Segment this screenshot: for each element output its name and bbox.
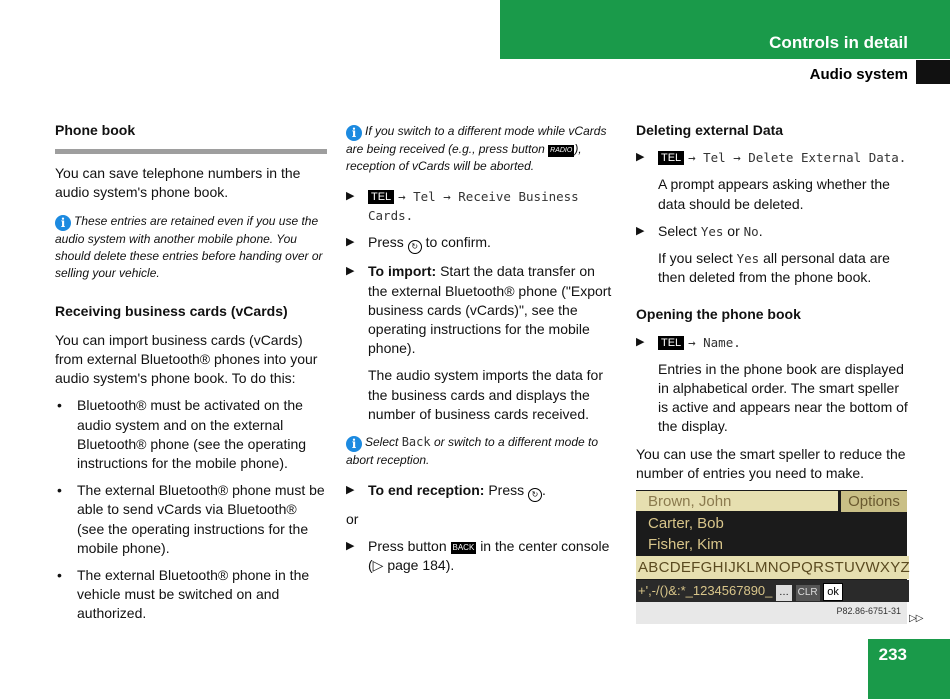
heading-vcards: Receiving business cards (vCards)	[55, 302, 288, 319]
option-yes: Yes	[700, 223, 724, 239]
step-arrow-icon: ▶	[346, 236, 355, 249]
selected-entry: Brown, John	[636, 491, 838, 511]
info-icon: i	[55, 215, 71, 231]
list-item	[55, 481, 327, 558]
menu-path: → Name.	[688, 334, 741, 350]
option-yes: Yes	[736, 251, 760, 267]
section-subtitle: Audio system	[809, 66, 908, 83]
continue-arrows-icon: ▷▷	[909, 613, 923, 624]
step: ▶ Select Yes or No.	[636, 222, 908, 241]
step-text: Press	[488, 482, 525, 499]
list-item-text: Bluetooth® must be activated on the audio system and on the external Bluetooth® phone (see the operating instructions for the mobile phone).	[77, 397, 307, 472]
column-middle	[346, 123, 618, 576]
step-label: To import:	[368, 263, 437, 280]
paragraph: Entries in the phone book are displayed in alphabetical order. The smart speller is active and appears near the bottom of the display.	[658, 360, 908, 435]
info-note	[55, 213, 327, 282]
options-button: Options	[841, 491, 907, 512]
smart-speller-letters: ABCDEFGHIJKLMNOPQRSTUVWXYZ	[636, 556, 909, 579]
info-icon: i	[346, 436, 362, 452]
page-number: 233	[878, 645, 907, 664]
list-item-text: The external Bluetooth® phone must be able to send vCards via Bluetooth® (see the operating instructions for the mobile phone).	[77, 482, 325, 556]
figure-caption-bar	[636, 602, 907, 624]
info-note-text: ), reception of vCards will be aborted.	[346, 142, 582, 173]
paragraph: The audio system imports the data for the business cards and displays the number of business cards received.	[368, 367, 603, 422]
step-arrow-icon: ▶	[636, 224, 645, 237]
step: ▶ To end reception: Press ↻ .	[346, 481, 618, 502]
paragraph-text: If you select	[658, 250, 733, 267]
step	[346, 537, 618, 575]
list-item	[55, 566, 327, 624]
paragraph: A prompt appears asking whether the data should be deleted.	[658, 176, 890, 212]
step	[636, 333, 908, 352]
step-arrow-icon: ▶	[346, 540, 355, 553]
paragraph: You can save telephone numbers in the audio system's phone book.	[55, 165, 301, 201]
step-text: Press button	[368, 538, 447, 555]
step-text: Press	[368, 234, 404, 251]
phone-book-entry: Fisher, Kim	[648, 536, 724, 553]
step	[636, 148, 908, 167]
section-title: Controls in detail	[769, 33, 908, 52]
tel-key-icon: TEL	[658, 151, 684, 165]
step-arrow-icon: ▶	[636, 151, 645, 164]
step-arrow-icon: ▶	[346, 484, 355, 497]
list-item	[55, 396, 327, 473]
step-arrow-icon: ▶	[346, 190, 355, 202]
option-no: No	[743, 223, 759, 239]
paragraph	[636, 249, 908, 287]
step-text: to confirm.	[425, 234, 491, 251]
paragraph: You can use the smart speller to reduce the number of entries you need to make.	[636, 445, 906, 481]
info-note-text: or switch to a different mode to abort reception.	[346, 435, 599, 468]
bullet-dot-icon: •	[57, 482, 62, 499]
header-tab-marker	[916, 60, 950, 84]
paragraph-text: all personal data are then deleted from the phone book.	[658, 250, 890, 286]
heading-deleting: Deleting external Data	[636, 122, 784, 138]
info-note-text: If you switch to a different mode while vCards are being received (e.g., press button	[346, 124, 607, 156]
step-arrow-icon: ▶	[346, 265, 355, 278]
clr-button: CLR	[796, 585, 820, 601]
radio-key-icon: RADIO	[548, 145, 574, 157]
step-text: Select	[658, 222, 697, 239]
column-left	[55, 121, 327, 624]
menu-path: → Tel → Delete External Data.	[688, 150, 907, 166]
control-knob-icon: ↻	[528, 488, 542, 502]
tel-key-icon: TEL	[368, 190, 394, 204]
step-arrow-icon: ▶	[636, 335, 645, 348]
step-label: To end reception:	[368, 482, 485, 499]
step-text: in the center console (▷ page 184).	[368, 538, 610, 574]
info-note	[346, 123, 618, 175]
heading-rule	[55, 149, 327, 154]
info-note	[346, 434, 618, 469]
phone-book-entry: Carter, Bob	[648, 515, 724, 532]
step	[346, 233, 618, 254]
bullet-dot-icon: •	[57, 397, 62, 414]
heading-phone-book: Phone book	[55, 122, 136, 138]
figure-reference: P82.86-6751-31	[836, 606, 901, 616]
step-text: or	[727, 222, 740, 239]
step	[346, 187, 618, 225]
info-note-text: Select	[365, 435, 399, 450]
ellipsis-icon: …	[776, 585, 792, 601]
or-text: or	[346, 511, 359, 528]
step-text: Start the data transfer on the external Bluetooth® phone ("Export business cards (vCards)", see the operating instructions for the mobile phone).	[368, 263, 612, 357]
column-right	[636, 121, 908, 483]
list-item-text: The external Bluetooth® phone in the vehicle must be switched on and authorized.	[77, 567, 310, 622]
symbols-text: +',-/()&:*_1234567890_	[638, 583, 773, 598]
step	[346, 262, 618, 358]
ok-button: ok	[823, 583, 843, 601]
info-note-text: These entries are retained even if you use the audio system with another mobile phone. You should delete these entries before handing over or selling your vehicle.	[55, 213, 323, 280]
heading-opening: Opening the phone book	[636, 306, 801, 323]
smart-speller-symbols	[636, 580, 909, 602]
bullet-dot-icon: •	[57, 567, 62, 584]
info-icon: i	[346, 125, 362, 141]
tel-key-icon: TEL	[658, 336, 684, 350]
control-knob-icon: ↻	[408, 240, 422, 254]
paragraph: You can import business cards (vCards) from external Bluetooth® phones into your audio system's phone book. To do this:	[55, 331, 318, 387]
menu-item-code: Back	[401, 435, 431, 450]
back-key-icon: BACK	[452, 543, 475, 553]
phone-book-display	[636, 490, 910, 624]
menu-path: → Tel → Receive Business Cards.	[368, 189, 579, 224]
